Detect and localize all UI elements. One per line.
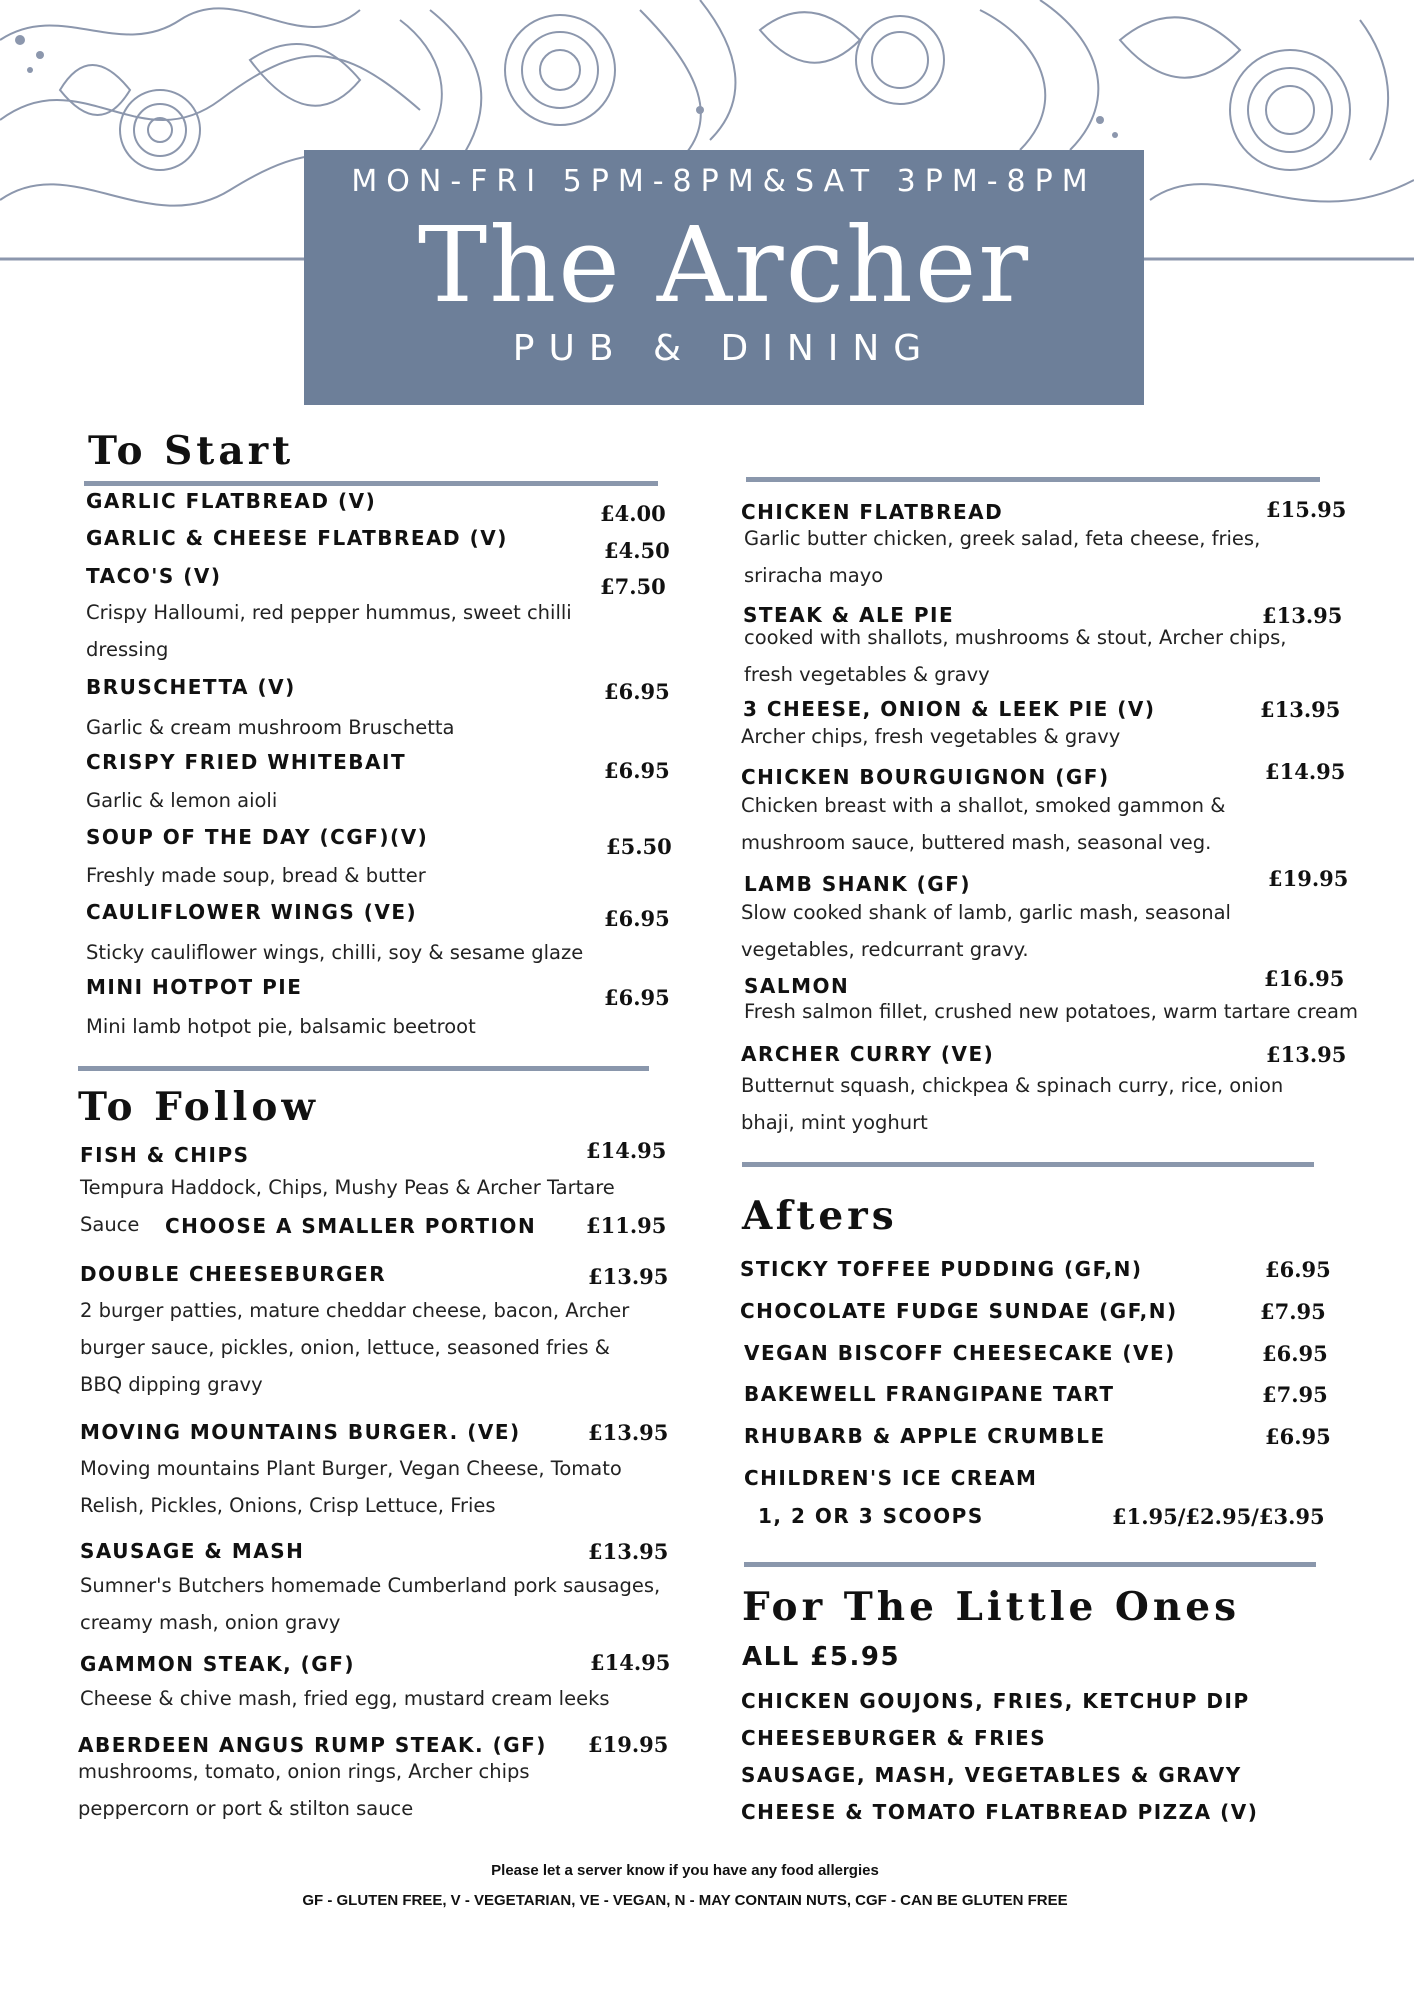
menu-item-description: Slow cooked shank of lamb, garlic mash, seasonal vegetables, redcurrant gravy. — [741, 901, 1231, 961]
menu-item-description: Cheese & chive mash, fried egg, mustard cream leeks — [80, 1687, 610, 1710]
menu-item-description: Sumner's Butchers homemade Cumberland pork sausages, creamy mash, onion gravy — [80, 1574, 661, 1634]
menu-item-description: Tempura Haddock, Chips, Mushy Peas & Archer Tartare Sauce — [80, 1176, 615, 1236]
section-heading-to-follow: To Follow — [78, 1084, 319, 1130]
menu-item-description: Garlic & lemon aioli — [86, 789, 278, 812]
menu-item-description: Fresh salmon fillet, crushed new potatoes, warm tartare cream — [744, 1000, 1359, 1023]
title-block — [304, 150, 1144, 405]
dessert-price: £6.95 — [1265, 1257, 1331, 1282]
divider — [744, 1562, 1316, 1567]
smaller-portion-label: CHOOSE A SMALLER PORTION — [165, 1214, 537, 1238]
menu-item-name: GARLIC FLATBREAD (V) — [86, 489, 377, 513]
dessert-name: VEGAN BISCOFF CHEESECAKE (VE) — [744, 1341, 1176, 1365]
dietary-key: GF - GLUTEN FREE, V - VEGETARIAN, VE - VEGAN, N - MAY CONTAIN NUTS, CGF - CAN BE GLUTEN FREE — [302, 1892, 1068, 1909]
menu-item-name: TACO'S (V) — [86, 564, 222, 588]
kids-item: SAUSAGE, MASH, VEGETABLES & GRAVY — [741, 1763, 1242, 1787]
menu-item-name: ABERDEEN ANGUS RUMP STEAK. (GF) — [78, 1733, 547, 1757]
kids-item: CHEESE & TOMATO FLATBREAD PIZZA (V) — [741, 1800, 1259, 1824]
kids-item: CHICKEN GOUJONS, FRIES, KETCHUP DIP — [741, 1689, 1250, 1713]
menu-item-name: SOUP OF THE DAY (CGF)(V) — [86, 825, 429, 849]
section-heading-afters: Afters — [742, 1193, 898, 1239]
menu-item-description: Archer chips, fresh vegetables & gravy — [741, 725, 1121, 748]
menu-item-price: £7.50 — [600, 574, 666, 599]
dessert-name: CHOCOLATE FUDGE SUNDAE (GF,N) — [740, 1299, 1178, 1323]
dessert-price: £7.95 — [1260, 1299, 1326, 1324]
menu-item-price: £14.95 — [590, 1650, 671, 1675]
menu-item-name: 3 CHEESE, ONION & LEEK PIE (V) — [743, 697, 1156, 721]
menu-item-price: £16.95 — [1264, 966, 1345, 991]
kids-item: CHEESEBURGER & FRIES — [741, 1726, 1047, 1750]
menu-item-price: £19.95 — [1268, 866, 1349, 891]
menu-item-description: mushrooms, tomato, onion rings, Archer chips peppercorn or port & stilton sauce — [78, 1760, 530, 1820]
section-heading-to-start: To Start — [88, 428, 295, 474]
divider — [84, 481, 658, 486]
dessert-name: CHILDREN'S ICE CREAM — [744, 1466, 1038, 1490]
menu-item-price: £19.95 — [588, 1732, 669, 1757]
menu-item-price: £4.00 — [600, 501, 666, 526]
menu-item-name: SALMON — [744, 974, 850, 998]
menu-item-description: Crispy Halloumi, red pepper hummus, sweet chilli dressing — [86, 601, 572, 661]
divider — [742, 1162, 1314, 1167]
menu-item-name: GARLIC & CHEESE FLATBREAD (V) — [86, 526, 508, 550]
dessert-name: BAKEWELL FRANGIPANE TART — [744, 1382, 1115, 1406]
menu-item-price: £6.95 — [604, 906, 670, 931]
dessert-name: STICKY TOFFEE PUDDING (GF,N) — [740, 1257, 1143, 1281]
menu-item-price: £13.95 — [1260, 697, 1341, 722]
menu-item-description: Moving mountains Plant Burger, Vegan Cheese, Tomato Relish, Pickles, Onions, Crisp Lettuce, Fries — [80, 1457, 622, 1517]
menu-item-description: 2 burger patties, mature cheddar cheese, bacon, Archer burger sauce, pickles, onion, lettuce, seasoned fries & BBQ dipping gravy — [80, 1299, 630, 1396]
menu-item-description: Chicken breast with a shallot, smoked gammon & mushroom sauce, buttered mash, seasonal veg. — [741, 794, 1226, 854]
menu-item-price: £4.50 — [604, 538, 670, 563]
menu-item-price: £13.95 — [588, 1420, 669, 1445]
menu-item-price: £6.95 — [604, 679, 670, 704]
divider — [78, 1066, 649, 1071]
menu-item-description: Garlic butter chicken, greek salad, feta cheese, fries, sriracha mayo — [744, 527, 1261, 587]
menu-item-name: BRUSCHETTA (V) — [86, 675, 296, 699]
menu-item-name: LAMB SHANK (GF) — [744, 872, 972, 896]
menu-item-name: DOUBLE CHEESEBURGER — [80, 1262, 387, 1286]
restaurant-name: The Archer — [417, 204, 1031, 326]
menu-item-price: £14.95 — [1265, 759, 1346, 784]
menu-item-name: MOVING MOUNTAINS BURGER. (VE) — [80, 1420, 521, 1444]
restaurant-subtitle: PUB & DINING — [512, 328, 936, 369]
scoops-price: £1.95/£2.95/£3.95 — [1112, 1504, 1325, 1529]
menu-item-price: £6.95 — [604, 758, 670, 783]
menu-item-description: Sticky cauliflower wings, chilli, soy & sesame glaze — [86, 941, 584, 964]
menu-item-name: SAUSAGE & MASH — [80, 1539, 305, 1563]
menu-item-description: Mini lamb hotpot pie, balsamic beetroot — [86, 1015, 476, 1038]
opening-hours: MON-FRI 5PM-8PM&SAT 3PM-8PM — [351, 164, 1097, 199]
scoops-label: 1, 2 OR 3 SCOOPS — [758, 1504, 984, 1528]
section-heading-little-ones: For The Little Ones — [742, 1584, 1241, 1630]
menu-item-price: £13.95 — [1262, 603, 1343, 628]
dessert-price: £7.95 — [1262, 1382, 1328, 1407]
divider — [746, 477, 1320, 482]
menu-item-price: £14.95 — [586, 1138, 667, 1163]
menu-item-name: CHICKEN FLATBREAD — [741, 500, 1004, 524]
menu-item-name: STEAK & ALE PIE — [743, 603, 955, 627]
menu-item-name: GAMMON STEAK, (GF) — [80, 1652, 356, 1676]
menu-item-price: £5.50 — [606, 834, 672, 859]
menu-item-name: CRISPY FRIED WHITEBAIT — [86, 750, 407, 774]
menu-item-price: £15.95 — [1266, 497, 1347, 522]
dessert-price: £6.95 — [1265, 1424, 1331, 1449]
menu-item-description: Garlic & cream mushroom Bruschetta — [86, 716, 455, 739]
dessert-name: RHUBARB & APPLE CRUMBLE — [744, 1424, 1106, 1448]
menu-item-price: £6.95 — [604, 985, 670, 1010]
allergy-notice: Please let a server know if you have any food allergies — [491, 1862, 879, 1879]
menu-item-description: Freshly made soup, bread & butter — [86, 864, 426, 887]
dessert-price: £6.95 — [1262, 1341, 1328, 1366]
menu-item-name: CAULIFLOWER WINGS (VE) — [86, 900, 418, 924]
menu-item-description: Butternut squash, chickpea & spinach curry, rice, onion bhaji, mint yoghurt — [741, 1074, 1284, 1134]
kids-price-line: ALL £5.95 — [742, 1642, 901, 1672]
menu-item-name: MINI HOTPOT PIE — [86, 975, 303, 999]
menu-item-price: £13.95 — [588, 1264, 669, 1289]
smaller-portion-price: £11.95 — [586, 1213, 667, 1238]
menu-item-description: cooked with shallots, mushrooms & stout, Archer chips, fresh vegetables & gravy — [744, 626, 1287, 686]
menu-item-price: £13.95 — [588, 1539, 669, 1564]
menu-item-name: CHICKEN BOURGUIGNON (GF) — [741, 765, 1110, 789]
menu-item-name: ARCHER CURRY (VE) — [741, 1042, 995, 1066]
menu-item-price: £13.95 — [1266, 1042, 1347, 1067]
menu-item-name: FISH & CHIPS — [80, 1143, 250, 1167]
